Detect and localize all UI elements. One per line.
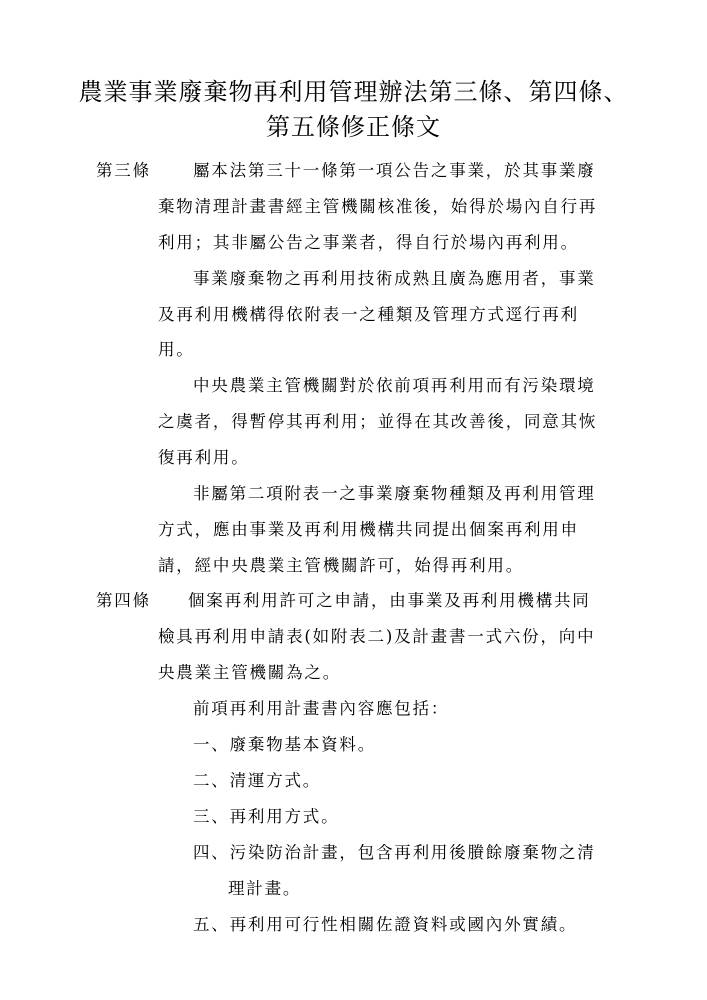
article-3-para4-line2: 方式，應由事業及再利用機構共同提出個案再利用申 bbox=[158, 520, 579, 539]
article-3-para1-line1: 屬本法第三十一條第一項公告之事業，於其事業廢 bbox=[193, 161, 596, 180]
document-title-line1: 農業事業廢棄物再利用管理辦法第三條、第四條、 bbox=[78, 78, 629, 106]
article-4-para1-line2: 檢具再利用申請表(如附表二)及計畫書一式六份，向中 bbox=[158, 627, 596, 646]
article-3-para4-line1: 非屬第二項附表一之事業廢棄物種類及再利用管理 bbox=[193, 484, 596, 503]
article-3-para4-line3: 請，經中央農業主管機關許可，始得再利用。 bbox=[158, 556, 524, 575]
article-4-item-2: 二、清運方式。 bbox=[193, 771, 322, 790]
document-title-line2: 第五條修正條文 bbox=[266, 113, 441, 141]
article-4-item-5: 五、再利用可行性相關佐證資料或國內外實績。 bbox=[193, 915, 578, 934]
article-3-para1-line3: 利用；其非屬公告之事業者，得自行於場內再利用。 bbox=[158, 233, 579, 252]
article-3-para3-line3: 復再利用。 bbox=[158, 448, 250, 467]
article-3-para1-line2: 棄物清理計畫書經主管機關核准後，始得於場內自行再 bbox=[158, 197, 598, 216]
article-3-label: 第三條 bbox=[96, 161, 151, 180]
article-4-para1-line3: 央農業主管機關為之。 bbox=[158, 663, 341, 682]
article-4-item-3: 三、再利用方式。 bbox=[193, 807, 340, 826]
article-3-para3-line1: 中央農業主管機關對於依前項再利用而有污染環境 bbox=[193, 376, 596, 395]
article-4-item-4: 四、污染防治計畫，包含再利用後賸餘廢棄物之清 bbox=[193, 843, 596, 862]
article-3-para2-line3: 用。 bbox=[158, 340, 195, 359]
article-4-para1-line1: 個案再利用許可之申請，由事業及再利用機構共同 bbox=[188, 591, 591, 610]
article-4-label: 第四條 bbox=[96, 591, 151, 610]
article-3-para2-line2: 及再利用機構得依附表一之種類及管理方式逕行再利 bbox=[158, 305, 579, 324]
article-4-item-1: 一、廢棄物基本資料。 bbox=[193, 735, 376, 754]
article-4-item-4-continued: 理計畫。 bbox=[228, 879, 302, 898]
article-3-para2-line1: 事業廢棄物之再利用技術成熟且廣為應用者，事業 bbox=[193, 269, 596, 288]
article-4-para2: 前項再利用計畫書內容應包括： bbox=[193, 699, 450, 718]
article-3-para3-line2: 之虞者，得暫停其再利用；並得在其改善後，同意其恢 bbox=[158, 412, 598, 431]
